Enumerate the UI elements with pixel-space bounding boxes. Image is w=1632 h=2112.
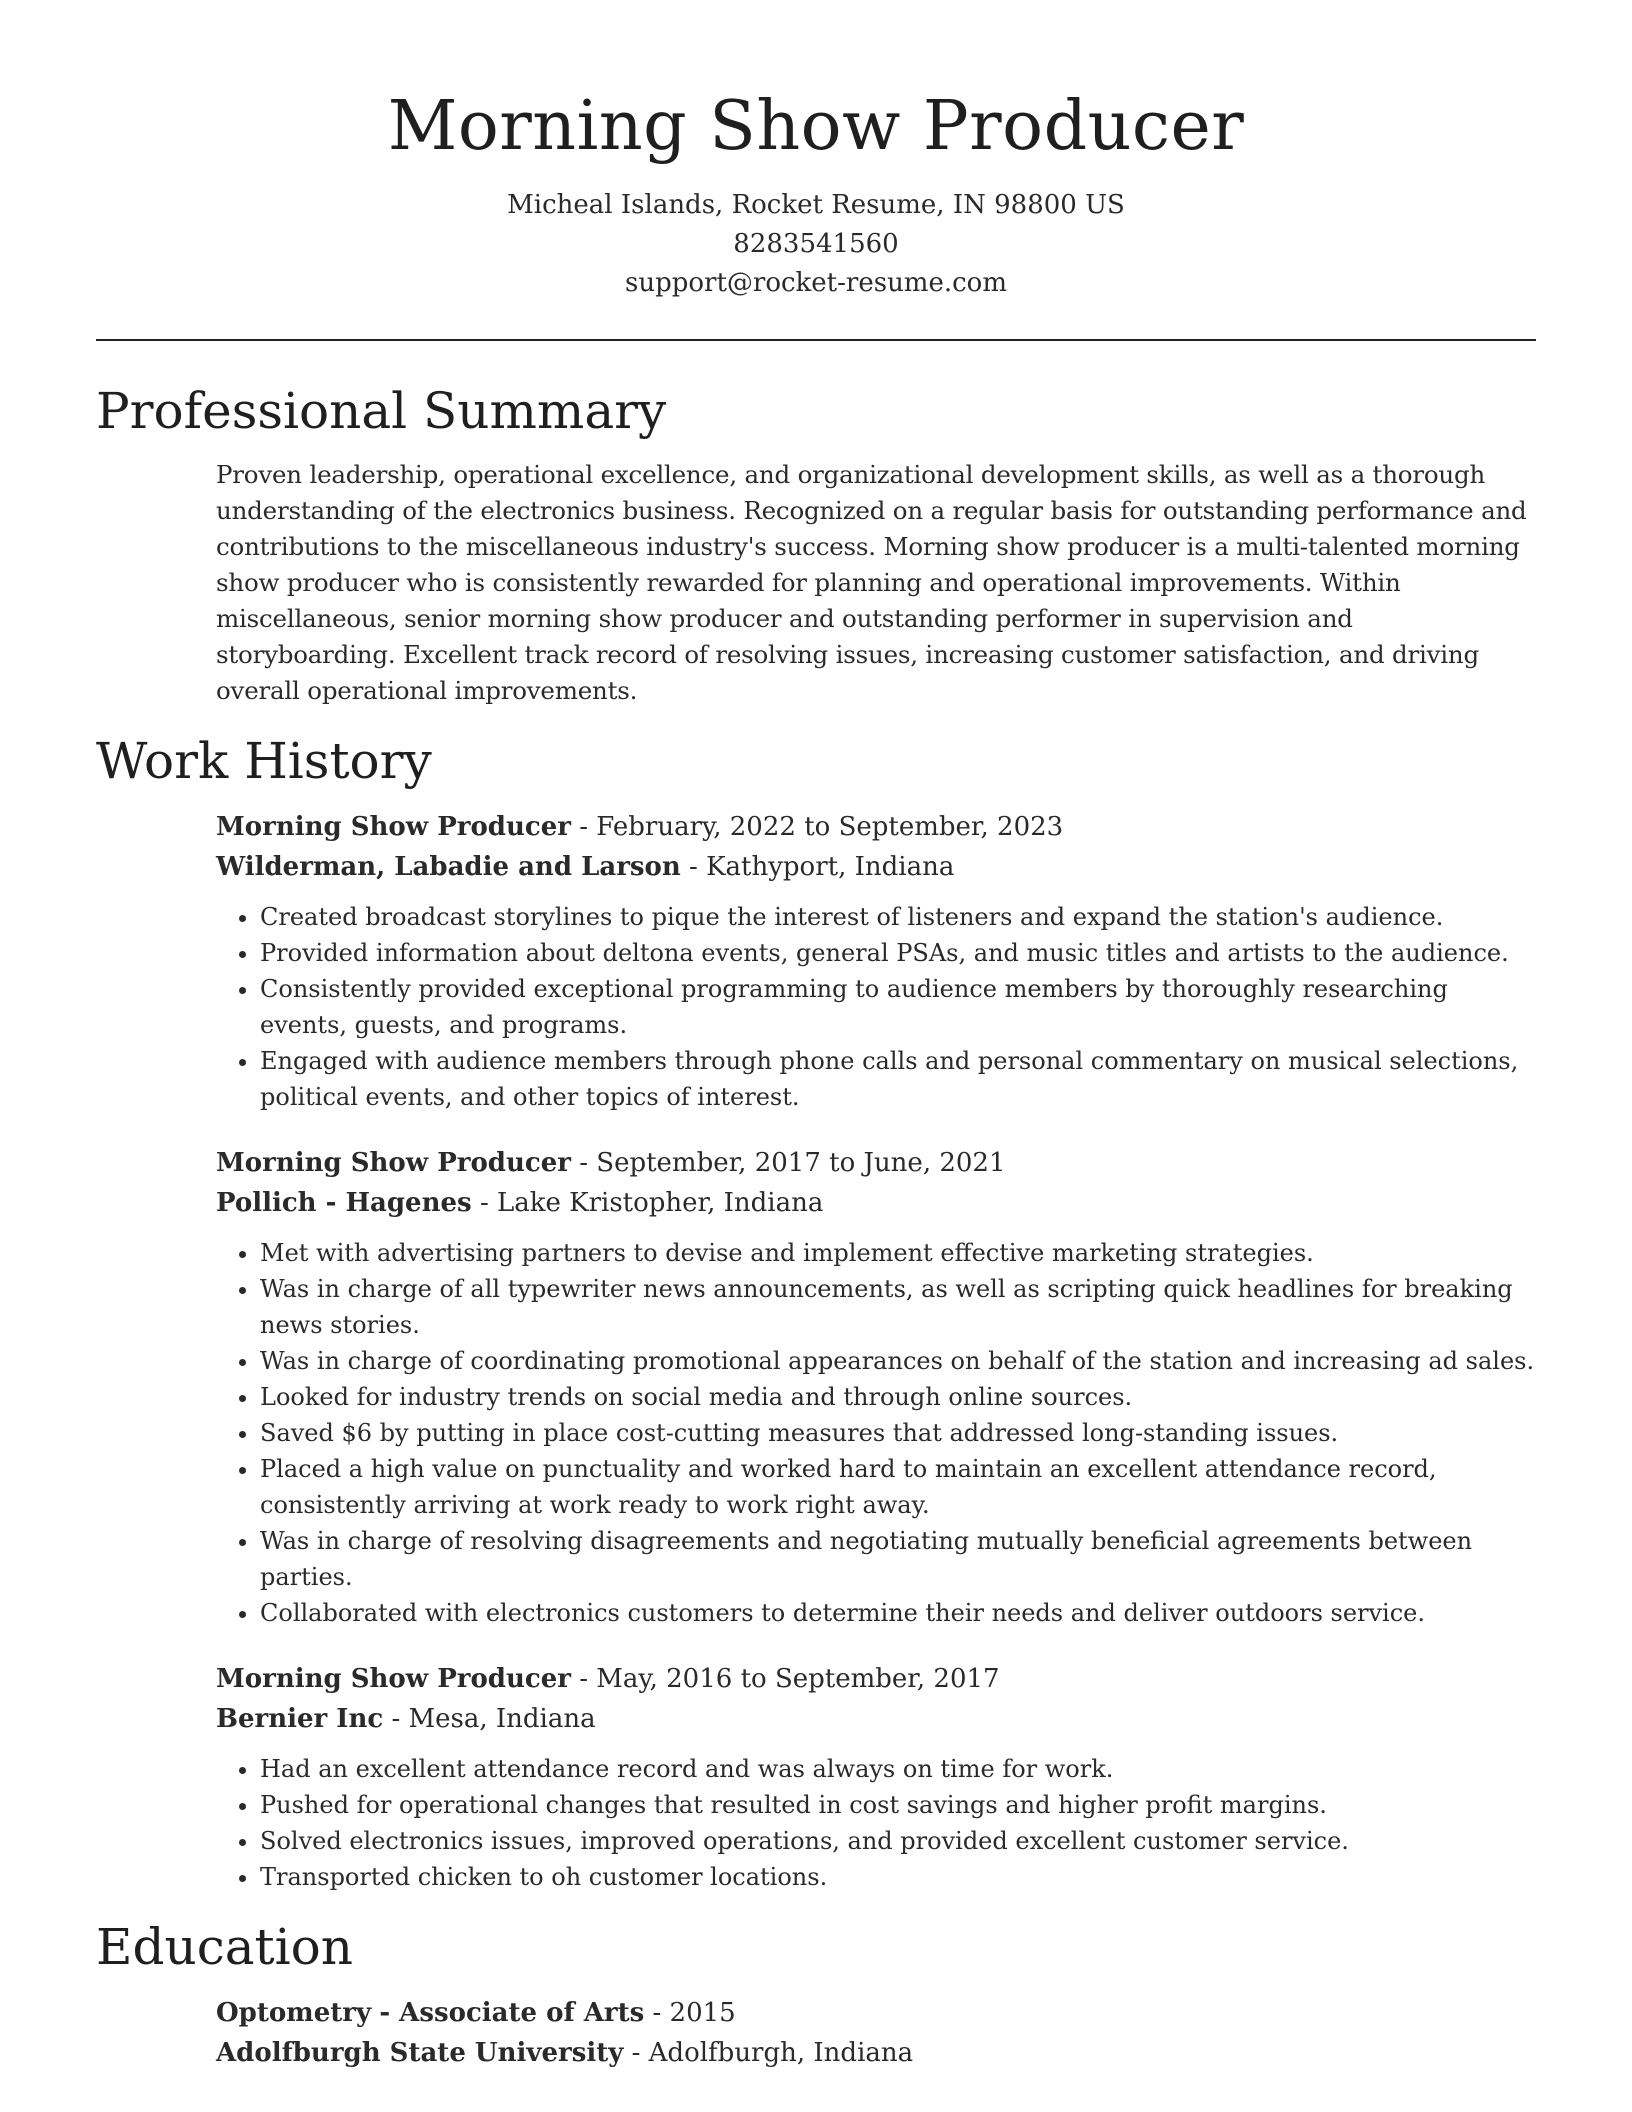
job-title-line: [216, 807, 1536, 847]
job-bullets: [216, 1235, 1536, 1631]
job-bullet: • Was in charge of resolving disagreements and negotiating mutually beneficial agreements between parties.: [260, 1523, 1536, 1595]
section-title-work-history: Work History: [96, 732, 432, 790]
job-title-line: [216, 1143, 1536, 1183]
section-title-education: Education: [96, 1918, 353, 1976]
education-degree: - Associate of Arts: [379, 1998, 645, 2028]
job-bullet: • Looked for industry trends on social media and through online sources.: [260, 1379, 1536, 1415]
phone-number: 8283541560: [733, 229, 899, 259]
education-school: Adolfburgh State University: [216, 2038, 624, 2068]
education-degree-line: [216, 1993, 1536, 2033]
section-title-summary: Professional Summary: [96, 382, 667, 440]
job-company: Bernier Inc: [216, 1704, 384, 1734]
job-bullet: • Consistently provided exceptional programming to audience members by thoroughly researching events, guests, and programs.: [260, 971, 1536, 1043]
job-bullet: • Created broadcast storylines to pique the interest of listeners and expand the station's audience.: [260, 899, 1536, 935]
job-location: - Lake Kristopher, Indiana: [479, 1188, 824, 1218]
job-bullet: • Was in charge of all typewriter news announcements, as well as scripting quick headlines for breaking news stories.: [260, 1271, 1536, 1343]
job-bullet: • Transported chicken to oh customer locations.: [260, 1859, 1536, 1895]
job-bullet: • Placed a high value on punctuality and worked hard to maintain an excellent attendance record, consistently arriving at work ready to work right away.: [260, 1451, 1536, 1523]
job-entry: [216, 807, 1536, 1115]
resume-page: [96, 0, 1536, 2073]
job-position: Morning Show Producer: [216, 1664, 571, 1694]
education-entry: [216, 1993, 1536, 2073]
job-bullet: • Was in charge of coordinating promotional appearances on behalf of the station and increasing ad sales.: [260, 1343, 1536, 1379]
education-field: Optometry: [216, 1998, 372, 2028]
job-bullet: • Engaged with audience members through phone calls and personal commentary on musical selections, political events, and other topics of interest.: [260, 1043, 1536, 1115]
job-bullet: • Pushed for operational changes that resulted in cost savings and higher profit margins.: [260, 1787, 1536, 1823]
address: Micheal Islands, Rocket Resume, IN 98800 US: [507, 190, 1125, 220]
summary-text: Proven leadership, operational excellence, and organizational development skills, as well as a thorough understanding of the electronics business. Recognized on a regular basis for outstanding performance and contributions to the miscellaneous industry's success. Morning show producer is a multi-talented morning show producer who is consistently rewarded for planning and operational improvements. Within miscellaneous, senior morning show producer and outstanding performer in supervision and storyboarding. Excellent track record of resolving issues, increasing customer satisfaction, and driving overall operational improvements.: [216, 460, 1527, 705]
job-dates: - September, 2017 to June, 2021: [579, 1148, 1006, 1178]
job-title-line: [216, 1659, 1536, 1699]
job-dates: - May, 2016 to September, 2017: [579, 1664, 1000, 1694]
job-bullet: • Collaborated with electronics customers to determine their needs and deliver outdoors service.: [260, 1595, 1536, 1631]
job-company: Wilderman, Labadie and Larson: [216, 852, 681, 882]
job-position: Morning Show Producer: [216, 812, 571, 842]
job-position: Morning Show Producer: [216, 1148, 571, 1178]
job-bullets: [216, 899, 1536, 1115]
email-address[interactable]: support@rocket-resume.com: [624, 268, 1007, 298]
job-location: - Kathyport, Indiana: [689, 852, 955, 882]
header-divider: [96, 339, 1536, 341]
candidate-name: Morning Show Producer: [387, 87, 1245, 166]
education-year: - 2015: [652, 1998, 736, 2028]
job-entry: [216, 1143, 1536, 1631]
job-location: - Mesa, Indiana: [391, 1704, 596, 1734]
job-company-line: [216, 847, 1536, 887]
education-school-line: [216, 2033, 1536, 2073]
education-location: - Adolfburgh, Indiana: [631, 2038, 914, 2068]
job-company-line: [216, 1183, 1536, 1223]
resume-header: [96, 0, 1536, 303]
job-entry: [216, 1659, 1536, 1895]
job-bullet: • Provided information about deltona events, general PSAs, and music titles and artists to the audience.: [260, 935, 1536, 971]
job-company: Pollich - Hagenes: [216, 1188, 472, 1218]
job-bullet: • Saved $6 by putting in place cost-cutting measures that addressed long-standing issues.: [260, 1415, 1536, 1451]
contact-block: [96, 186, 1536, 303]
job-company-line: [216, 1699, 1536, 1739]
job-bullet: • Solved electronics issues, improved operations, and provided excellent customer service.: [260, 1823, 1536, 1859]
job-dates: - February, 2022 to September, 2023: [579, 812, 1064, 842]
job-bullet: • Met with advertising partners to devise and implement effective marketing strategies.: [260, 1235, 1536, 1271]
work-history: [216, 807, 1536, 1895]
job-bullets: [216, 1751, 1536, 1895]
job-bullet: • Had an excellent attendance record and was always on time for work.: [260, 1751, 1536, 1787]
